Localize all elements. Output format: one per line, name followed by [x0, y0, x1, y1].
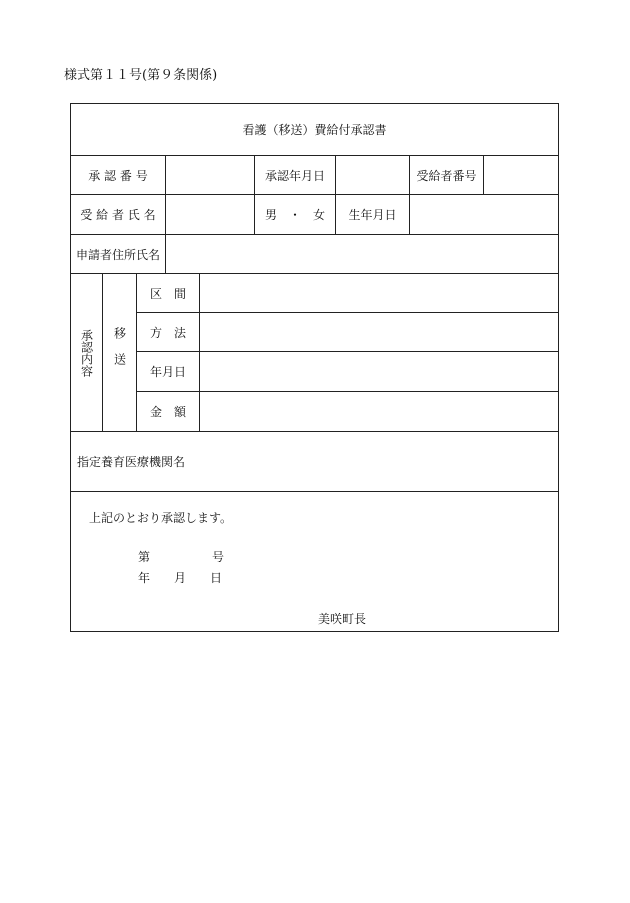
- form-title: 看護（移送）費給付承認書: [242, 123, 387, 137]
- method-label: 方 法: [149, 325, 186, 340]
- date-field[interactable]: [200, 352, 558, 391]
- birthdate-label: 生年月日: [348, 208, 397, 222]
- applicant-address-name-field[interactable]: [166, 235, 558, 273]
- approval-content-label: 承認内容: [79, 328, 94, 377]
- year-label: 年: [137, 570, 150, 585]
- section-field[interactable]: [200, 274, 558, 312]
- approval-form-table: [70, 103, 559, 632]
- transport-label-cell: [103, 274, 136, 431]
- recipient-name-field[interactable]: [166, 195, 254, 234]
- rule: [71, 491, 558, 492]
- recipient-name-label: 受 給 者 氏 名: [80, 208, 156, 222]
- section-label: 区 間: [149, 286, 186, 301]
- method-field[interactable]: [200, 313, 558, 351]
- amount-field[interactable]: [200, 392, 558, 431]
- number-prefix: 第: [137, 549, 150, 564]
- institution-label: 指定養育医療機関名: [77, 455, 186, 469]
- signatory: 美咲町長: [317, 611, 366, 626]
- birthdate-field[interactable]: [410, 195, 558, 234]
- approval-number-field[interactable]: [166, 156, 254, 194]
- form-number: 様式第１１号(第９条関係): [64, 68, 218, 83]
- sex-selector[interactable]: 男 ・ 女: [264, 208, 325, 222]
- applicant-address-name-label: 申請者住所氏名: [75, 247, 160, 262]
- number-suffix: 号: [211, 549, 224, 564]
- amount-label: 金 額: [149, 405, 186, 419]
- approval-date-label: 承認年月日: [264, 168, 325, 183]
- transport-label: 移送: [112, 326, 127, 379]
- date-label: 年月日: [149, 365, 186, 379]
- approval-statement: 上記のとおり承認します。: [89, 510, 233, 525]
- recipient-number-field[interactable]: [484, 156, 558, 194]
- approval-content-label-cell: [71, 274, 102, 431]
- approval-date-field[interactable]: [336, 156, 409, 194]
- recipient-number-label: 受給者番号: [416, 168, 477, 183]
- approval-number-label: 承 認 番 号: [88, 168, 148, 183]
- day-label: 日: [209, 570, 222, 585]
- month-label: 月: [173, 570, 186, 585]
